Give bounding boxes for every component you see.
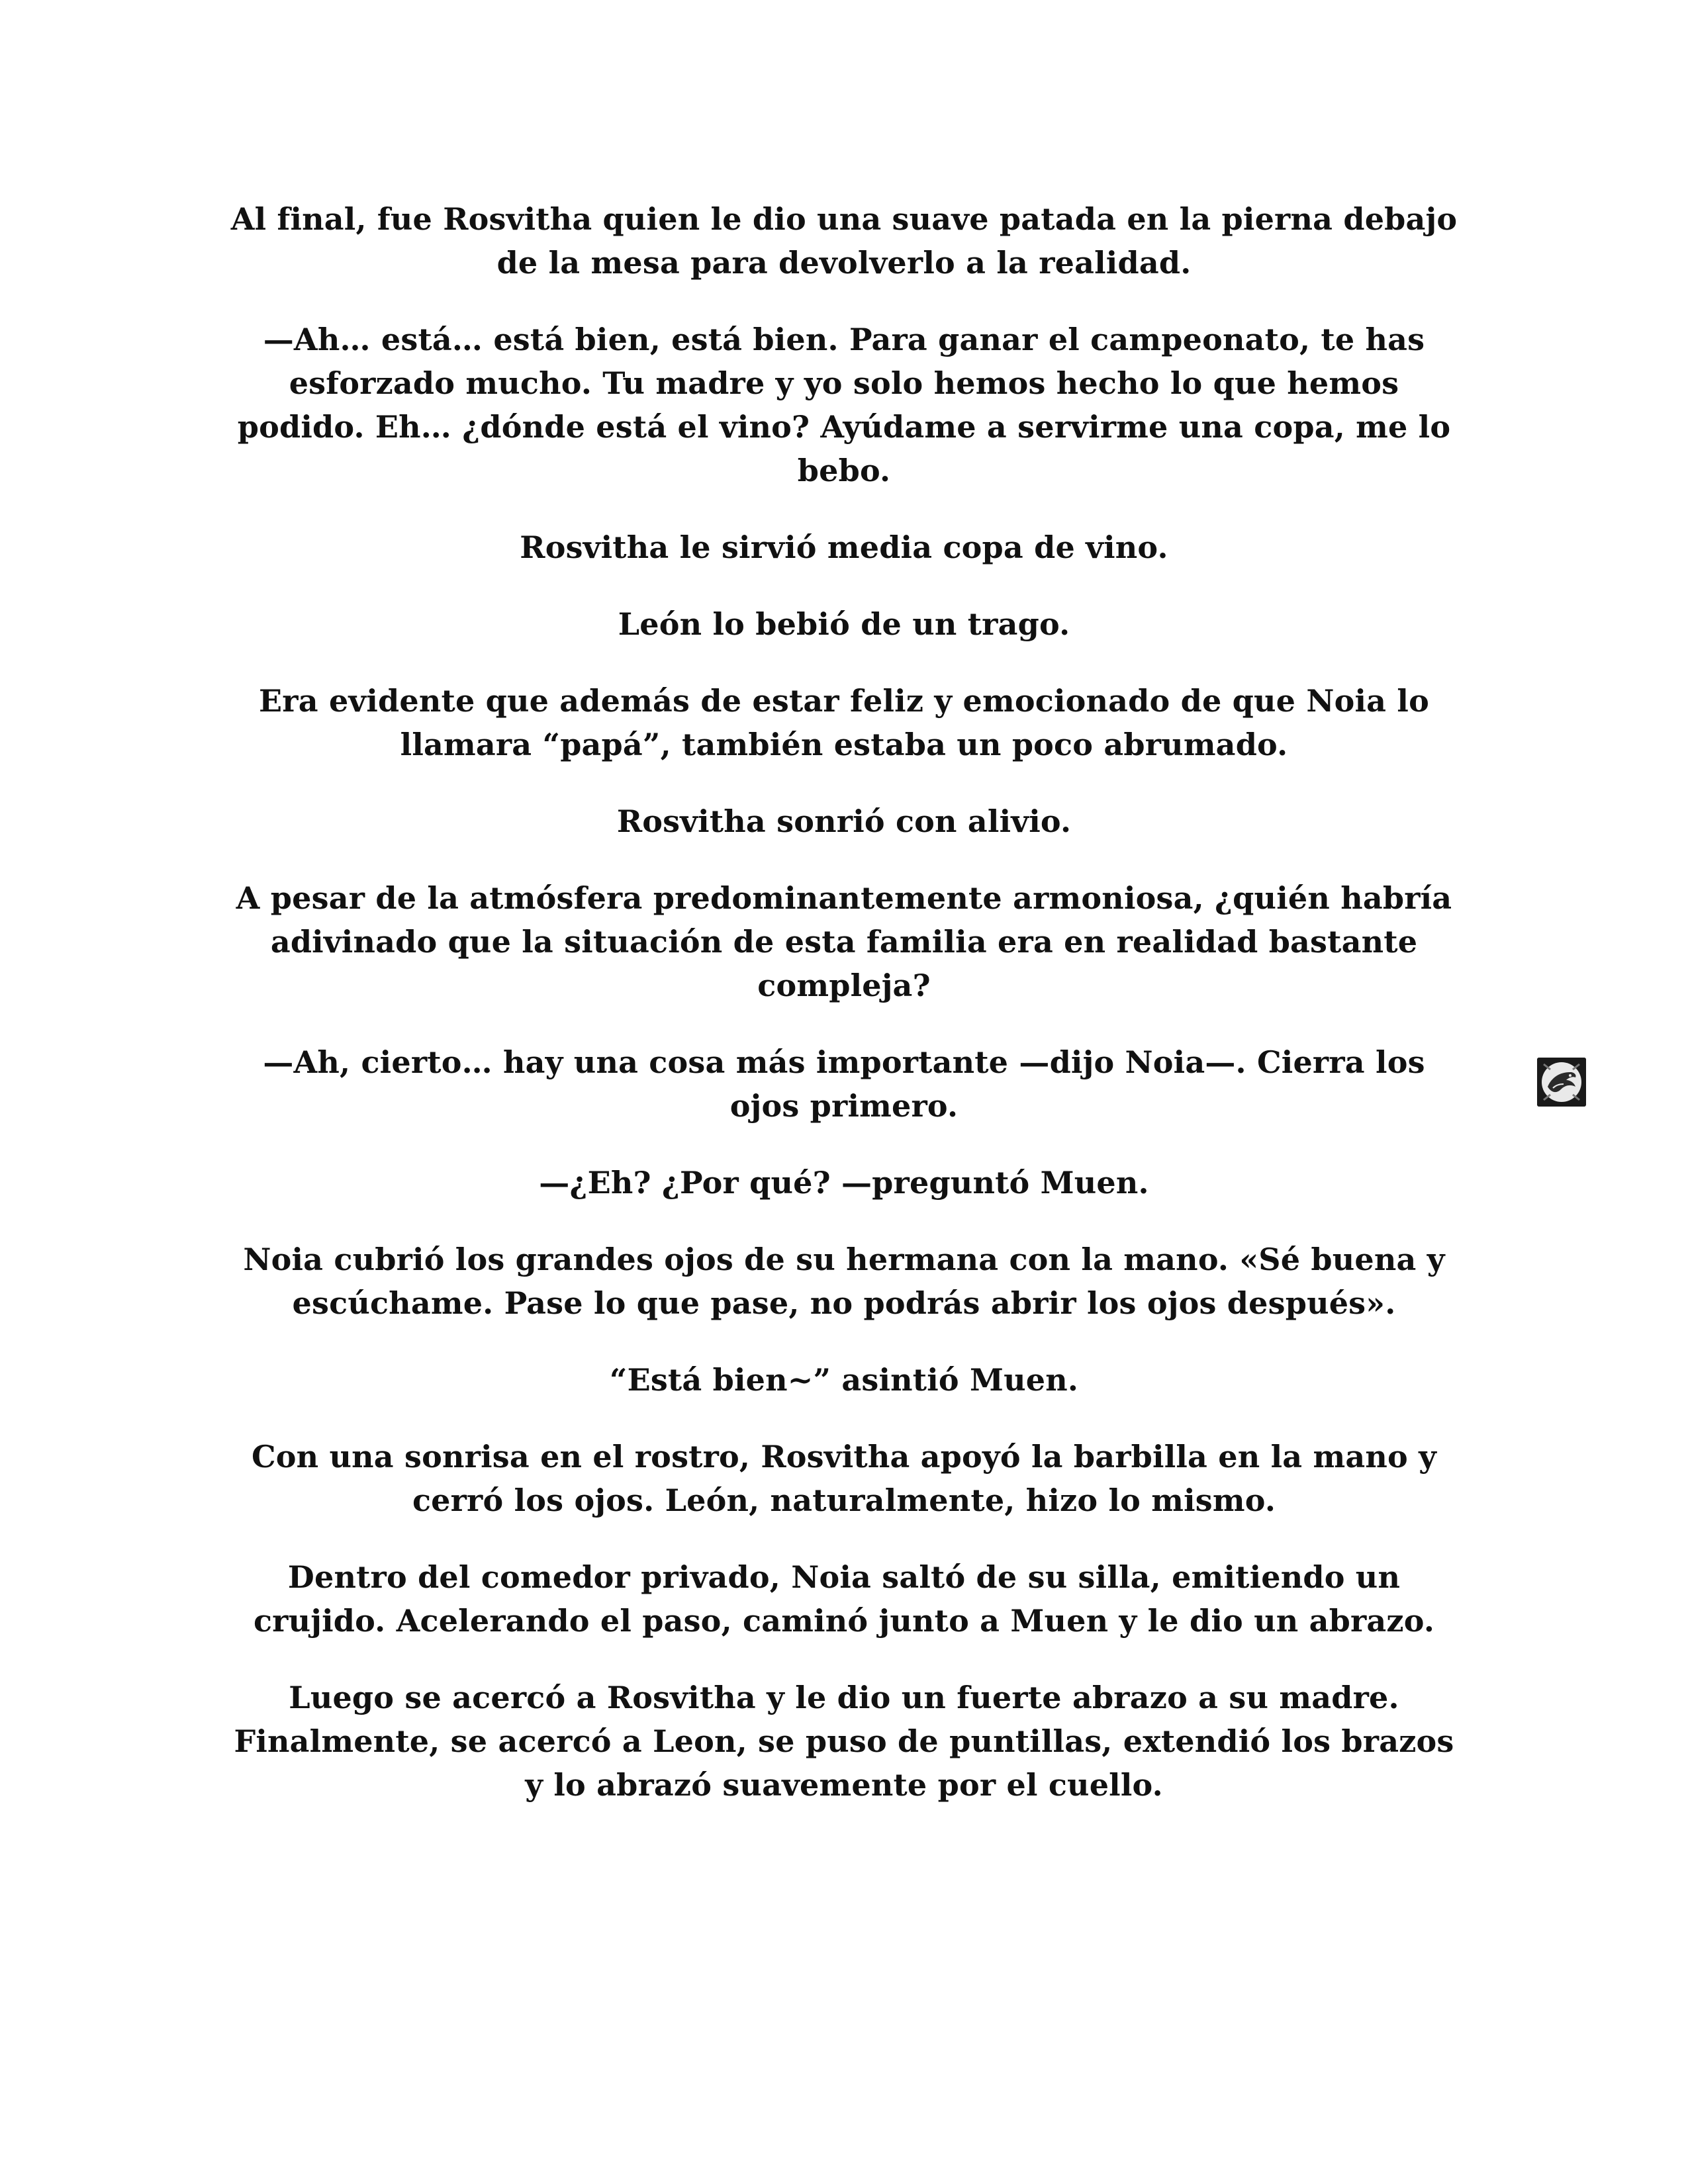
paragraph: Rosvitha sonrió con alivio. <box>616 803 1072 839</box>
paragraph: Noia cubrió los grandes ojos de su hermana con la mano. «Sé buena y escúchame. Pase lo que pase, no podrás abrir los ojos después». <box>243 1242 1445 1321</box>
paragraph: —Ah, cierto… hay una cosa más importante —dijo Noia—. Cierra los ojos primero. <box>263 1044 1425 1124</box>
dragon-logo-icon <box>1537 1058 1586 1107</box>
paragraph: León lo bebió de un trago. <box>618 606 1070 642</box>
paragraph: Luego se acercó a Rosvitha y le dio un fuerte abrazo a su madre. Finalmente, se acercó a Leon, se puso de puntillas, extendió los brazos y lo abrazó suavemente por el cuello. <box>234 1680 1454 1803</box>
paragraph: —Ah… está… está bien, está bien. Para ganar el campeonato, te has esforzado mucho. Tu madre y yo solo hemos hecho lo que hemos podido. Eh… ¿dónde está el vino? Ayúdame a servirme una copa, me lo bebo. <box>237 322 1451 488</box>
paragraph: “Está bien~” asintió Muen. <box>609 1362 1079 1398</box>
document-body <box>225 197 1463 1840</box>
paragraph: Rosvitha le sirvió media copa de vino. <box>520 529 1168 565</box>
paragraph: Dentro del comedor privado, Noia saltó de su silla, emitiendo un crujido. Acelerando el paso, caminó junto a Muen y le dio un abrazo. <box>253 1559 1435 1639</box>
paragraph: A pesar de la atmósfera predominantemente armoniosa, ¿quién habría adivinado que la situación de esta familia era en realidad bastante compleja? <box>236 880 1452 1003</box>
paragraph: Era evidente que además de estar feliz y emocionado de que Noia lo llamara “papá”, también estaba un poco abrumado. <box>259 683 1429 762</box>
paragraph: —¿Eh? ¿Por qué? —preguntó Muen. <box>539 1165 1149 1201</box>
paragraph: Con una sonrisa en el rostro, Rosvitha apoyó la barbilla en la mano y cerró los ojos. León, naturalmente, hizo lo mismo. <box>251 1439 1437 1518</box>
paragraph: Al final, fue Rosvitha quien le dio una suave patada en la pierna debajo de la mesa para devolverlo a la realidad. <box>230 201 1458 281</box>
